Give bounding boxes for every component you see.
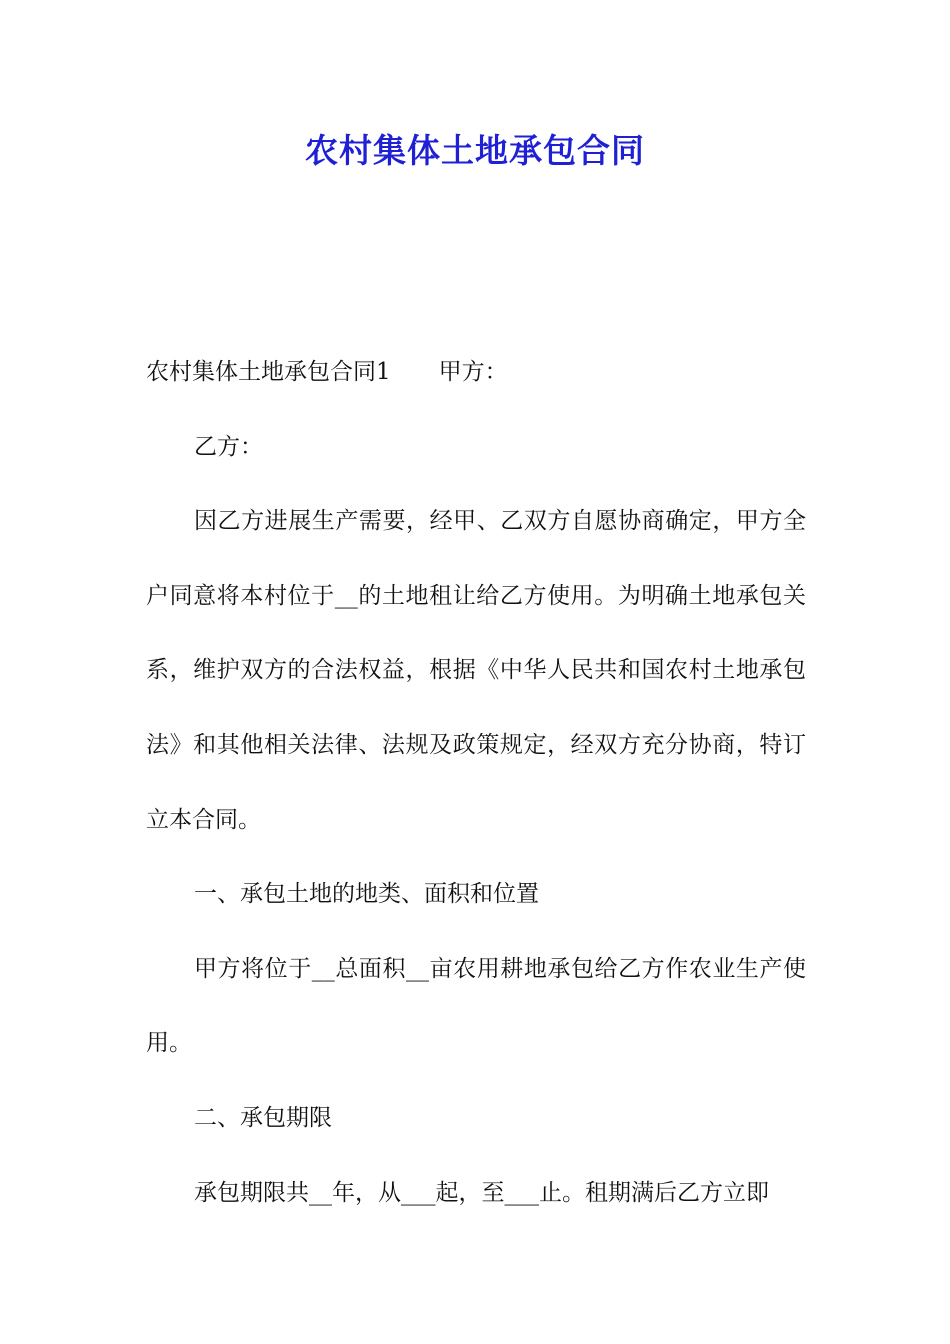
section-1-title: 一、承包土地的地类、面积和位置 (194, 881, 539, 908)
section-2-body: 承包期限共__年，从___起，至___止。租期满后乙方立即 (194, 1179, 769, 1206)
document-title: 农村集体土地承包合同 (305, 131, 645, 170)
intro-paragraph: 因乙方进展生产需要，经甲、乙双方自愿协商确定，甲方全户同意将本村位于__的土地租让给乙方使用。为明确土地承包关系，维护双方的合法权益，根据《中华人民共和国农村土地承包法》和其他相关法律、法规及政策规定，经双方充分协商，特订立本合同。 (146, 508, 806, 833)
party-b-label: 乙方： (194, 433, 263, 460)
document-body (146, 335, 806, 1230)
heading-line (146, 335, 806, 410)
section-1-body: 甲方将位于__总面积__亩农用耕地承包给乙方作农业生产使用。 (146, 955, 806, 1057)
party-a-label: 甲方： (438, 359, 508, 385)
contract-name: 农村集体土地承包合同1 (146, 359, 391, 385)
section-2-title: 二、承包期限 (194, 1104, 332, 1131)
